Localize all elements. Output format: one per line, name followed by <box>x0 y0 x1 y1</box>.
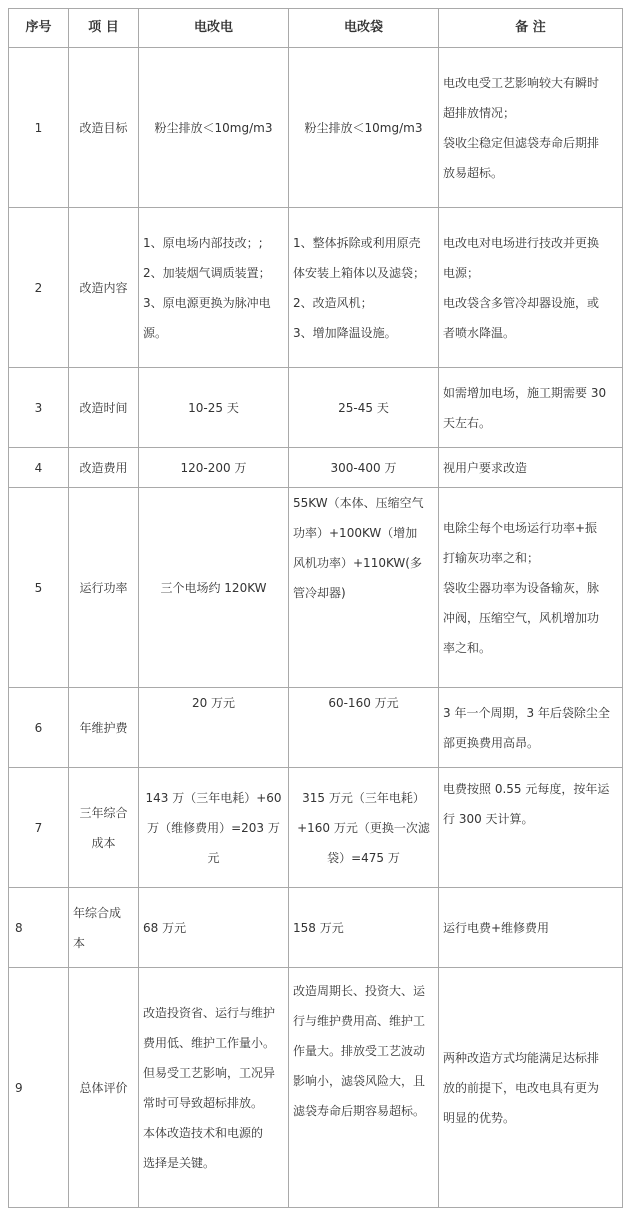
row-electric: 三个电场约 120KW <box>139 488 289 688</box>
row-bag: 粉尘排放＜10mg/m3 <box>289 48 439 208</box>
row-electric: 20 万元 <box>139 688 289 768</box>
row-note: 两种改造方式均能满足达标排 放的前提下，电改电具有更为 明显的优势。 <box>439 968 623 1208</box>
row-electric: 143 万（三年电耗）+60 万（维修费用）=203 万 元 <box>139 768 289 888</box>
row-number: 6 <box>9 688 69 768</box>
table-row <box>9 488 623 688</box>
row-item: 运行功率 <box>69 488 139 688</box>
row-note: 电除尘每个电场运行功率+振 打输灰功率之和； 袋收尘器功率为设备输灰，脉 冲阀，压缩空气，风机增加功 率之和。 <box>439 488 623 688</box>
table-row <box>9 48 623 208</box>
row-number: 4 <box>9 448 69 488</box>
header-item: 项 目 <box>69 9 139 48</box>
row-bag: 60-160 万元 <box>289 688 439 768</box>
table-row <box>9 688 623 768</box>
row-number: 2 <box>9 208 69 368</box>
row-number: 5 <box>9 488 69 688</box>
row-bag: 55KW（本体、压缩空气 功率）+100KW（增加 风机功率）+110KW(多 管冷却器) <box>289 488 439 688</box>
row-item: 三年综合 成本 <box>69 768 139 888</box>
row-number: 3 <box>9 368 69 448</box>
row-note: 电改电受工艺影响较大有瞬时 超排放情况； 袋收尘稳定但滤袋寿命后期排 放易超标。 <box>439 48 623 208</box>
row-note: 电改电对电场进行技改并更换 电源； 电改袋含多管冷却器设施，或 者喷水降温。 <box>439 208 623 368</box>
header-row <box>9 9 623 48</box>
row-bag: 300-400 万 <box>289 448 439 488</box>
row-item: 改造费用 <box>69 448 139 488</box>
header-note: 备 注 <box>439 9 623 48</box>
row-electric: 1、原电场内部技改；; 2、加装烟气调质装置； 3、原电源更换为脉冲电 源。 <box>139 208 289 368</box>
row-number: 8 <box>9 888 69 968</box>
row-item: 年维护费 <box>69 688 139 768</box>
table-row <box>9 968 623 1208</box>
row-note: 如需增加电场，施工期需要 30 天左右。 <box>439 368 623 448</box>
row-bag: 315 万元（三年电耗） +160 万元（更换一次滤 袋）=475 万 <box>289 768 439 888</box>
row-electric: 改造投资省、运行与维护 费用低、维护工作量小。 但易受工艺影响，工况异 常时可导致超标排放。 本体改造技术和电源的 选择是关键。 <box>139 968 289 1208</box>
row-electric: 10-25 天 <box>139 368 289 448</box>
row-item: 年综合成 本 <box>69 888 139 968</box>
row-item: 改造目标 <box>69 48 139 208</box>
row-electric: 120-200 万 <box>139 448 289 488</box>
row-bag: 1、整体拆除或利用原壳 体安装上箱体以及滤袋； 2、改造风机； 3、增加降温设施。 <box>289 208 439 368</box>
row-note: 视用户要求改造 <box>439 448 623 488</box>
row-bag: 25-45 天 <box>289 368 439 448</box>
table-row <box>9 368 623 448</box>
row-bag: 158 万元 <box>289 888 439 968</box>
table-row <box>9 768 623 888</box>
row-electric: 68 万元 <box>139 888 289 968</box>
table-row <box>9 208 623 368</box>
header-no: 序号 <box>9 9 69 48</box>
row-note: 运行电费+维修费用 <box>439 888 623 968</box>
row-number: 7 <box>9 768 69 888</box>
row-note: 电费按照 0.55 元每度，按年运 行 300 天计算。 <box>439 768 623 888</box>
row-electric: 粉尘排放＜10mg/m3 <box>139 48 289 208</box>
table-row <box>9 888 623 968</box>
row-bag: 改造周期长、投资大、运 行与维护费用高、维护工 作量大。排放受工艺波动 影响小，滤袋风险大，且 滤袋寿命后期容易超标。 <box>289 968 439 1208</box>
comparison-table <box>8 8 623 1208</box>
table-row <box>9 448 623 488</box>
row-number: 9 <box>9 968 69 1208</box>
row-item: 改造内容 <box>69 208 139 368</box>
row-item: 总体评价 <box>69 968 139 1208</box>
row-number: 1 <box>9 48 69 208</box>
row-note: 3 年一个周期，3 年后袋除尘全 部更换费用高昂。 <box>439 688 623 768</box>
header-electric: 电改电 <box>139 9 289 48</box>
row-item: 改造时间 <box>69 368 139 448</box>
header-bag: 电改袋 <box>289 9 439 48</box>
